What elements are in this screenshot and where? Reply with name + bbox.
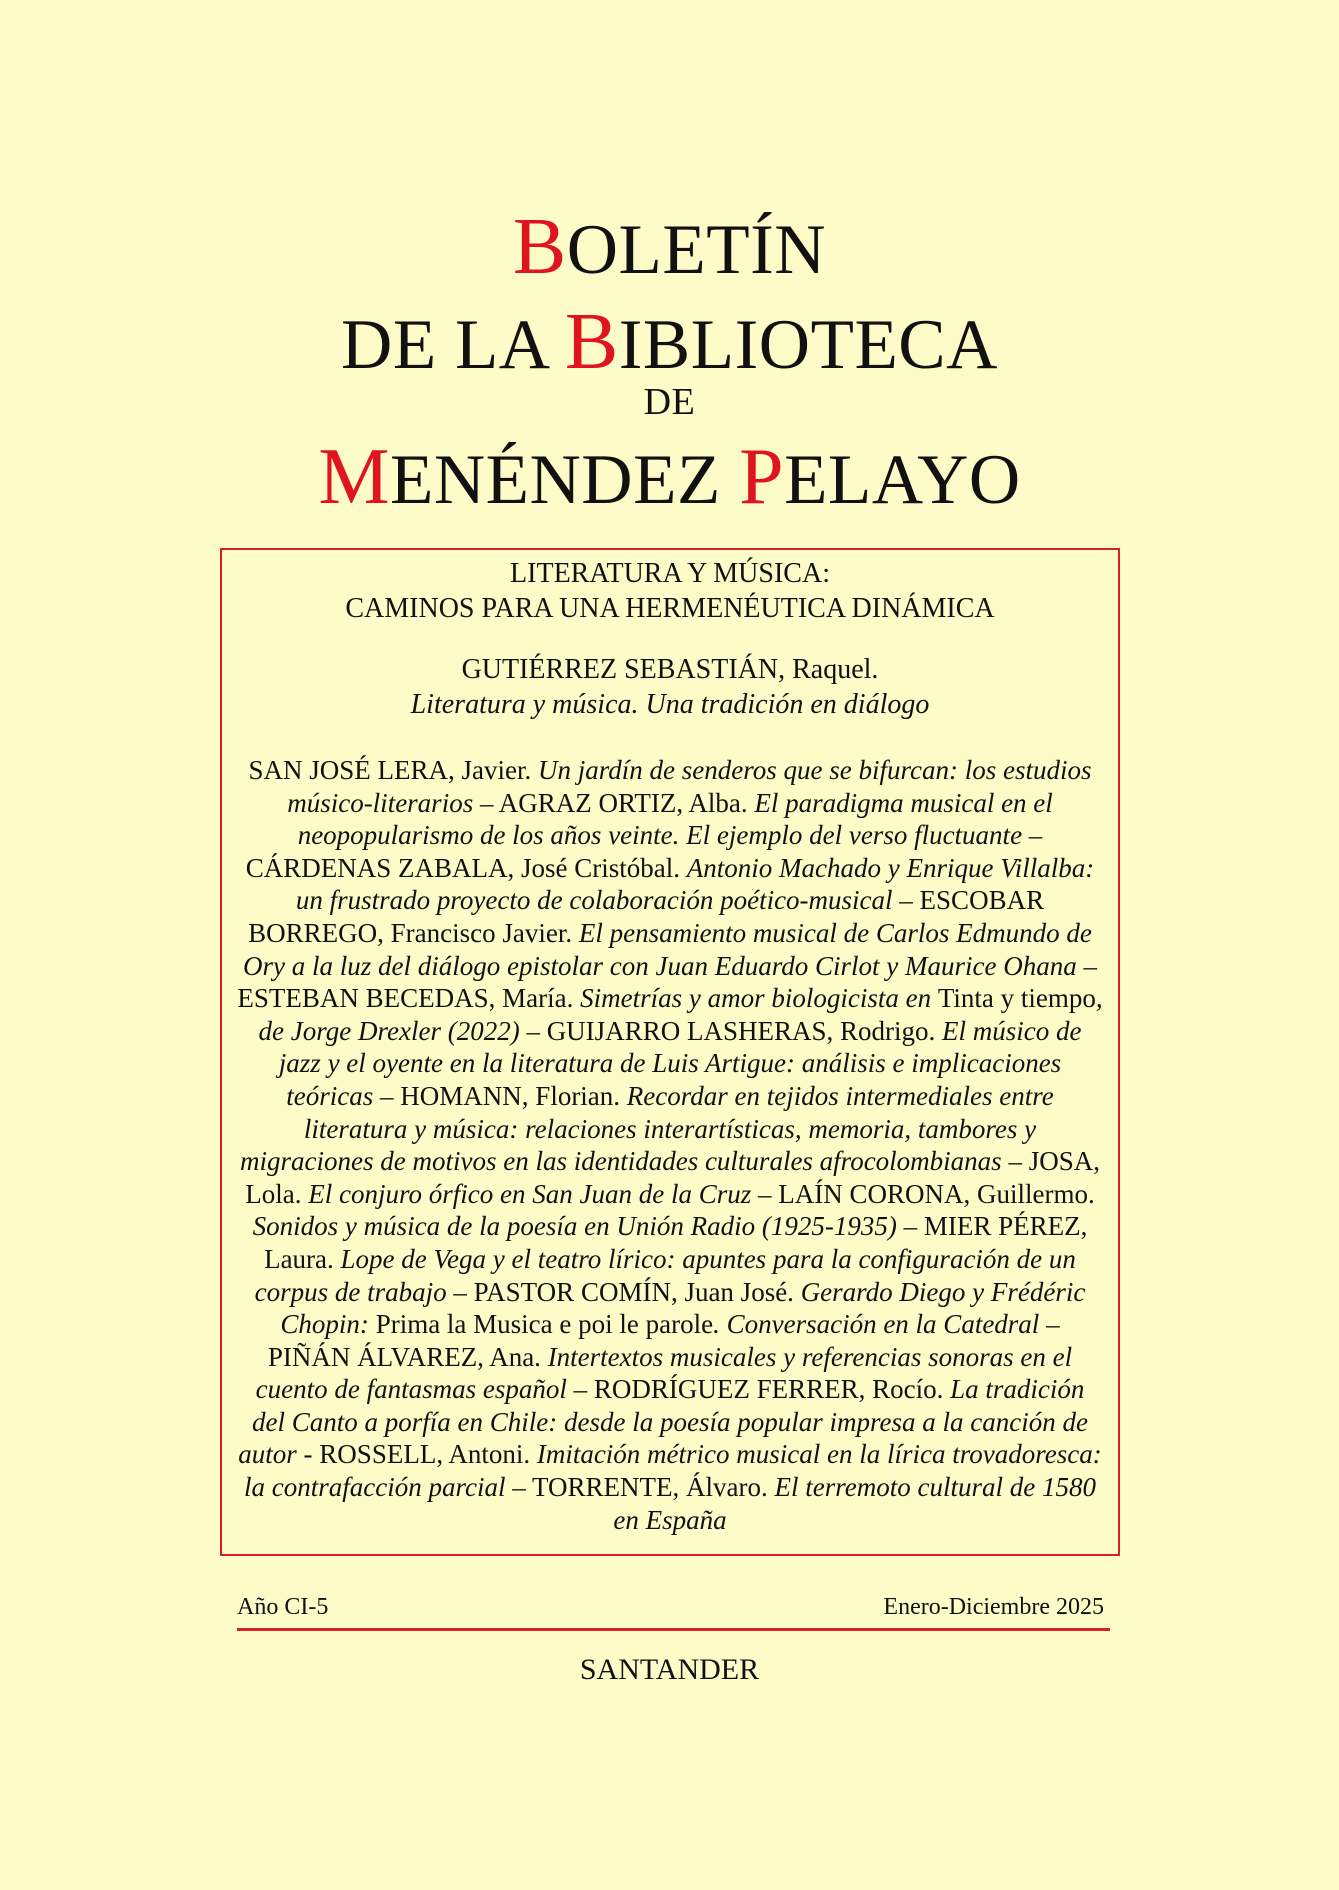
issue-theme-line-1: LITERATURA Y MÚSICA: (510, 558, 830, 589)
toc-title: Sonidos y música de la poesía en Unión Radio (1925-1935) (252, 1211, 897, 1242)
table-of-contents (236, 754, 1104, 1536)
journal-title-line-4 (0, 433, 1339, 521)
toc-author: ROSSELL, Antoni. (319, 1439, 537, 1470)
toc-title: Antonio Machado y Enrique Villalba: un frustrado proyecto de colaboración poético-musical (295, 852, 1095, 916)
volume-number: Año CI-5 (237, 1594, 329, 1620)
toc-author: GUIJARRO LASHERAS, Rodrigo. (546, 1015, 942, 1046)
toc-title-part: . Conversación en la Catedral (713, 1309, 1040, 1340)
toc-author: PIÑÁN ÁLVAREZ, Ana. (267, 1341, 548, 1372)
title-initial-b: B (512, 203, 567, 291)
toc-author: HOMANN, Florian. (400, 1080, 627, 1111)
editorial-author: GUTIÉRREZ SEBASTIÁN, Raquel. (461, 654, 879, 685)
footer-rule (237, 1628, 1110, 1631)
toc-author: AGRAZ ORTIZ, Alba. (498, 787, 755, 818)
toc-separator: – (519, 1015, 547, 1046)
contents-frame (220, 548, 1120, 1556)
toc-author: JOSA, Lola. (245, 1146, 1100, 1209)
toc-title: El conjuro órfico en San Juan de la Cruz (308, 1178, 752, 1209)
toc-separator: – (473, 787, 499, 818)
title-rest-oletin: OLETÍN (566, 211, 827, 289)
title-initial-b2: B (564, 298, 619, 386)
toc-title-part: Prima la Musica e poi le parole (375, 1309, 714, 1340)
toc-author: TORRENTE, Álvaro. (532, 1472, 775, 1503)
toc-author: PASTOR COMÍN, Juan José. (473, 1276, 801, 1307)
toc-author: CÁRDENAS ZABALA, José Cristóbal. (245, 852, 687, 883)
toc-title: El terremoto cultural de 1580 en España (613, 1472, 1096, 1535)
journal-title-line-3: DE (643, 381, 696, 423)
toc-title: El músico de jazz y el oyente en la literatura de Luis Artigue: análisis e implicaciones teóricas (278, 1015, 1082, 1111)
toc-separator: – (446, 1276, 474, 1307)
toc-title-part: Tinta y tiempo (937, 983, 1096, 1014)
publication-place: SANTANDER (579, 1653, 760, 1686)
toc-title: Imitación métrico musical en la lírica trovadoresca: la contrafacción parcial (244, 1439, 1102, 1503)
toc-title-part: Simetrías y amor biologicista en (580, 983, 938, 1014)
toc-separator: - (296, 1439, 320, 1470)
toc-title: El pensamiento musical de Carlos Edmundo de Ory a la luz del diálogo epistolar con Juan Eduardo Cirlot y Maurice Ohana (243, 917, 1092, 981)
toc-separator: – (1076, 950, 1097, 981)
toc-title: La tradición del Canto a porfía en Chile: desde la poesía popular impresa a la canción de autor (238, 1374, 1088, 1470)
toc-author: MIER PÉREZ, Laura. (264, 1211, 1088, 1274)
issue-theme (222, 556, 1118, 626)
toc-separator: – (373, 1080, 401, 1111)
toc-title: Un jardín de senderos que se bifurcan: los estudios músico-literarios (287, 755, 1092, 818)
title-rest-enendez: ENÉNDEZ (390, 441, 740, 519)
journal-title-line-1 (0, 203, 1339, 291)
toc-separator: – (892, 885, 920, 916)
editorial (222, 652, 1118, 722)
toc-separator: – (896, 1211, 924, 1242)
toc-title: Lope de Vega y el teatro lírico: apuntes para la configuración de un corpus de trabajo (254, 1243, 1076, 1307)
title-rest-iblioteca: IBLIOTECA (618, 306, 998, 384)
toc-author: ESCOBAR BORREGO, Francisco Javier. (248, 885, 1045, 948)
title-de-la: DE LA (341, 306, 565, 384)
toc-separator: – (1022, 820, 1043, 851)
journal-title-line-2 (0, 298, 1339, 386)
toc-title: El paradigma musical en el neopopularismo de los años veinte. El ejemplo del verso fluctuante (297, 787, 1053, 851)
issue-theme-line-2: CAMINOS PARA UNA HERMENÉUTICA DINÁMICA (345, 593, 995, 624)
toc-author: RODRÍGUEZ FERRER, Rocío. (593, 1374, 951, 1405)
title-rest-elayo: ELAYO (784, 441, 1021, 519)
toc-title-part: , de Jorge Drexler (2022) (258, 983, 1103, 1046)
toc-title: Intertextos musicales y referencias sonoras en el cuento de fantasmas español (255, 1341, 1073, 1405)
toc-separator: – (1039, 1309, 1060, 1340)
title-initial-p: P (739, 433, 785, 521)
toc-author: LAÍN CORONA, Guillermo. (778, 1178, 1095, 1209)
toc-separator: – (566, 1374, 594, 1405)
toc-author: SAN JOSÉ LERA, Javier. (248, 755, 539, 785)
toc-author: ESTEBAN BECEDAS, María. (237, 983, 581, 1014)
toc-separator: – (505, 1472, 533, 1503)
toc-separator: – (1001, 1146, 1029, 1177)
editorial-title: Literatura y música. Una tradición en diálogo (410, 689, 930, 720)
issue-date: Enero-Diciembre 2025 (883, 1594, 1104, 1620)
toc-title: Recordar en tejidos intermediales entre literatura y música: relaciones interartísticas, memoria, tambores y migraciones de motivos en las identidades culturales afrocolombianas (240, 1080, 1054, 1177)
title-initial-m: M (318, 433, 391, 521)
toc-title-part: Gerardo Diego y Frédéric Chopin: (280, 1276, 1086, 1340)
toc-separator: – (751, 1178, 779, 1209)
